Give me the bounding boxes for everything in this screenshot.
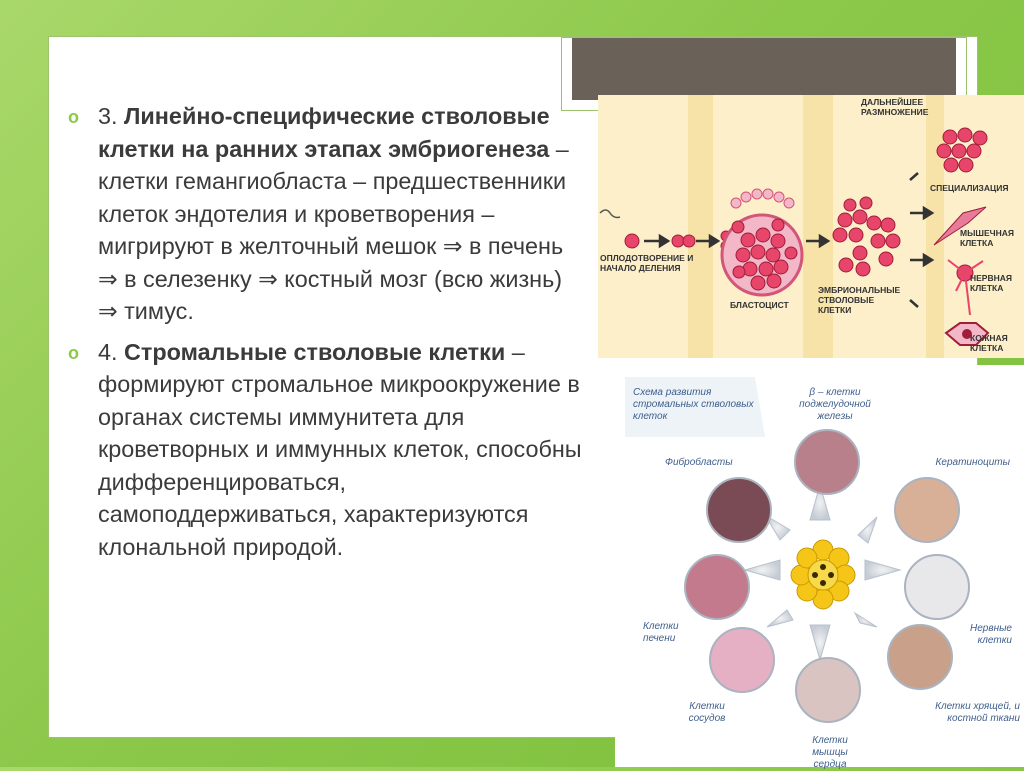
embryo-development-figure	[598, 95, 1024, 358]
bullet-number: 3.	[98, 103, 125, 129]
label-fibroblasts: Фибробласты	[665, 457, 733, 468]
label-skin-cell: КОЖНАЯ КЛЕТКА	[970, 333, 1008, 353]
bullet-marker-icon: o	[68, 107, 79, 127]
label-fertilization: ОПЛОДОТВОРЕНИЕ И НАЧАЛО ДЕЛЕНИЯ	[600, 253, 694, 273]
bullet-number: 4.	[98, 338, 125, 365]
bullet-text: – клетки гемангиобласта – предшественники клеток эндотелия и кроветворения – мигрируют в желточный мешок ⇒ в печень ⇒ в селезенку ⇒ костный мозг (всю жизнь) ⇒ тимус.	[98, 135, 569, 324]
label-beta-cells: β – клетки поджелудочной железы	[799, 387, 871, 422]
title-bar	[572, 38, 956, 100]
label-specialization: СПЕЦИАЛИЗАЦИЯ	[930, 183, 1009, 193]
bullet-marker-icon: o	[68, 342, 79, 363]
label-nerve-cells: Нервные клетки	[970, 623, 1012, 646]
label-liver-cells: Клетки печени	[643, 621, 679, 644]
scheme-title: Схема развития стромальных стволовых клеток	[633, 387, 754, 422]
bullet-heading: Стромальные стволовые клетки	[124, 338, 506, 365]
text-body	[68, 100, 588, 571]
label-keratinocytes: Кератиноциты	[935, 457, 1010, 468]
bullet-heading: Линейно-специфические стволовые клетки на ранних этапах эмбриогенеза	[98, 103, 550, 162]
bullet-item	[68, 336, 588, 564]
bullet-text: – формируют стромальное микроокружение в органах системы иммунитета для кроветворных и иммунных клеток, способны дифференцироваться, самоподдерживаться, характеризуются клональной природой.	[98, 338, 582, 560]
label-muscle-cell: МЫШЕЧНАЯ КЛЕТКА	[960, 228, 1014, 248]
label-further-reproduction: ДАЛЬНЕЙШЕЕ РАЗМНОЖЕНИЕ	[861, 97, 929, 117]
label-cartilage-bone-cells: Клетки хрящей, и костной ткани	[935, 701, 1020, 724]
development-illustration	[598, 95, 1024, 358]
stromal-scheme-figure	[615, 365, 1024, 770]
label-embryonic-stem-cells: ЭМБРИОНАЛЬНЫЕ СТВОЛОВЫЕ КЛЕТКИ	[818, 285, 901, 315]
label-vessel-cells: Клетки сосудов	[688, 701, 726, 724]
bullet-item	[68, 100, 588, 328]
label-blastocyst: БЛАСТОЦИСТ	[730, 300, 789, 310]
label-nerve-cell: НЕРВНАЯ КЛЕТКА	[970, 273, 1013, 293]
label-heart-muscle-cells: Клетки мышцы сердца	[812, 735, 848, 770]
